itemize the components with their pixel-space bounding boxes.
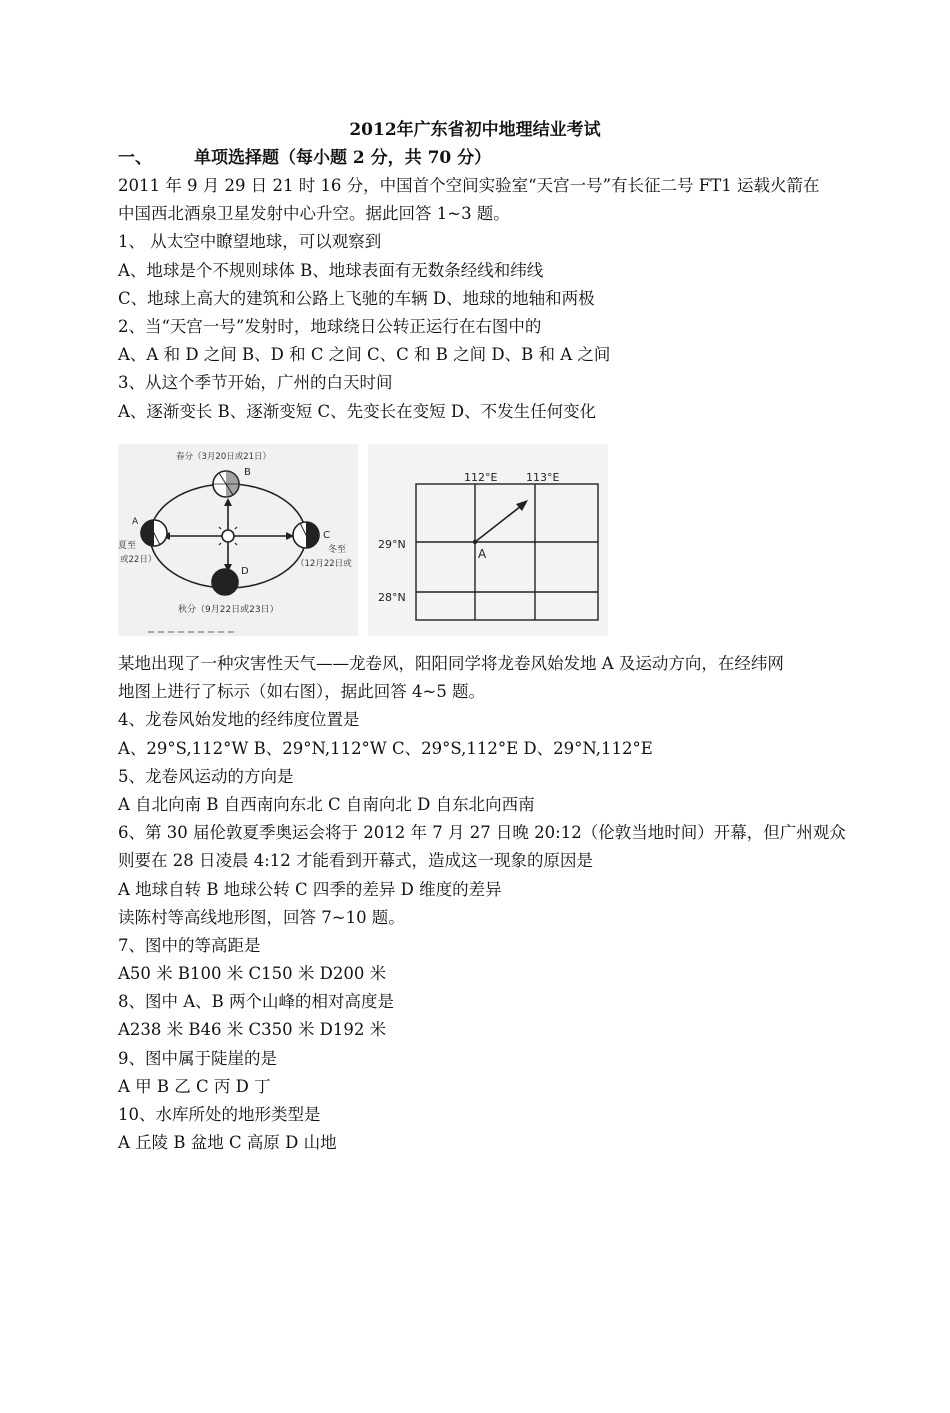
question-7: 7、图中的等高距是 — [118, 935, 261, 955]
question-1: 1、 从太空中瞭望地球，可以观察到 — [118, 232, 382, 252]
question-3-options: A、逐渐变长 B、逐渐变短 C、先变长在变短 D、不发生任何变化 — [118, 401, 597, 421]
lat-lon-grid-figure — [368, 444, 608, 636]
question-10-options: A 丘陵 B 盆地 C 高原 D 山地 — [118, 1133, 337, 1153]
point-c-label: C — [323, 530, 330, 541]
text-line: 中国西北酒泉卫星发射中心升空。据此回答 1~3 题。 — [118, 204, 510, 224]
point-a-label: A — [478, 547, 487, 561]
exam-title: 2012年广东省初中地理结业考试 — [349, 120, 601, 140]
lat-28-label: 28°N — [378, 591, 406, 604]
arrowhead-b — [224, 498, 232, 506]
question-9-options: A 甲 B 乙 C 丙 D 丁 — [118, 1076, 271, 1096]
question-5: 5、龙卷风运动的方向是 — [118, 766, 294, 786]
question-8: 8、图中 A、B 两个山峰的相对高度是 — [118, 992, 395, 1012]
grid-frame — [416, 484, 598, 620]
question-3: 3、从这个季节开始，广州的白天时间 — [118, 373, 393, 393]
point-b-label: B — [244, 467, 251, 478]
text-line: 2011 年 9 月 29 日 21 时 16 分，中国首个空间实验室“天宫一号”有长征二号 FT1 运载火箭在 — [118, 176, 820, 195]
question-7-options: A50 米 B100 米 C150 米 D200 米 — [118, 964, 387, 984]
lon-113-label: 113°E — [526, 471, 560, 484]
question-10: 10、水库所处的地形类型是 — [118, 1105, 321, 1124]
question-2-options: A、A 和 D 之间 B、D 和 C 之间 C、C 和 B 之间 D、B 和 A 之间 — [118, 345, 611, 365]
question-4: 4、龙卷风始发地的经纬度位置是 — [118, 710, 360, 730]
section-heading — [118, 146, 491, 170]
tornado-direction-arrow — [475, 506, 521, 542]
question-9: 9、图中属于陡崖的是 — [118, 1048, 277, 1068]
earth-orbit-figure — [118, 444, 358, 636]
question-8-options: A238 米 B46 米 C350 米 D192 米 — [118, 1020, 387, 1040]
section-number: 一、 — [118, 148, 152, 168]
question-6: 6、第 30 届伦敦夏季奥运会将于 2012 年 7 月 27 日晚 20:12（伦敦当地时间）开幕，但广州观众 — [118, 823, 846, 843]
point-d-label: D — [241, 566, 249, 577]
figures-row — [118, 444, 608, 636]
question-block-2 — [118, 650, 898, 1157]
summer-solstice-label: 夏至 — [118, 541, 137, 551]
text-line: 地图上进行了标示（如右图），据此回答 4~5 题。 — [118, 682, 486, 702]
section-label: 单项选择题（每小题 2 分，共 70 分） — [194, 148, 492, 168]
question-2: 2、当“天宫一号”发射时，地球绕日公转正运行在右图中的 — [118, 316, 542, 336]
summer-solstice-date: 或22日） — [120, 555, 157, 565]
winter-solstice-date: （12月22日或 — [296, 559, 352, 569]
question-6-cont: 则要在 28 日凌晨 4:12 才能看到开幕式，造成这一现象的原因是 — [118, 851, 594, 871]
autumn-equinox-label: 秋分（9月22日或23日） — [178, 605, 279, 615]
question-1-options-ab: A、地球是个不规则球体 B、地球表面有无数条经线和纬线 — [118, 260, 544, 280]
point-a-label: A — [132, 517, 139, 527]
lat-lon-grid-diagram — [368, 444, 608, 636]
point-a-marker — [473, 540, 477, 544]
lat-29-label: 29°N — [378, 538, 406, 551]
earth-d-icon — [212, 569, 238, 595]
text-line: 读陈村等高线地形图，回答 7~10 题。 — [118, 907, 405, 927]
question-5-options: A 自北向南 B 自西南向东北 C 自南向北 D 自东北向西南 — [118, 794, 535, 814]
spring-equinox-label: 春分（3月20日或21日） — [176, 452, 272, 462]
question-4-options: A、29°S,112°W B、29°N,112°W C、29°S,112°E D、29°N,112°E — [118, 738, 653, 758]
text-line: 某地出现了一种灾害性天气——龙卷风，阳阳同学将龙卷风始发地 A 及运动方向，在经纬网 — [118, 654, 784, 673]
sun-icon — [222, 530, 234, 542]
earth-orbit-diagram — [118, 444, 358, 636]
question-block-1 — [118, 172, 898, 426]
question-6-options: A 地球自转 B 地球公转 C 四季的差异 D 维度的差异 — [118, 879, 502, 899]
lon-112-label: 112°E — [464, 471, 498, 484]
winter-solstice-label: 冬至 — [328, 545, 347, 555]
question-1-options-cd: C、地球上高大的建筑和公路上飞驰的车辆 D、地球的地轴和两极 — [118, 288, 595, 308]
